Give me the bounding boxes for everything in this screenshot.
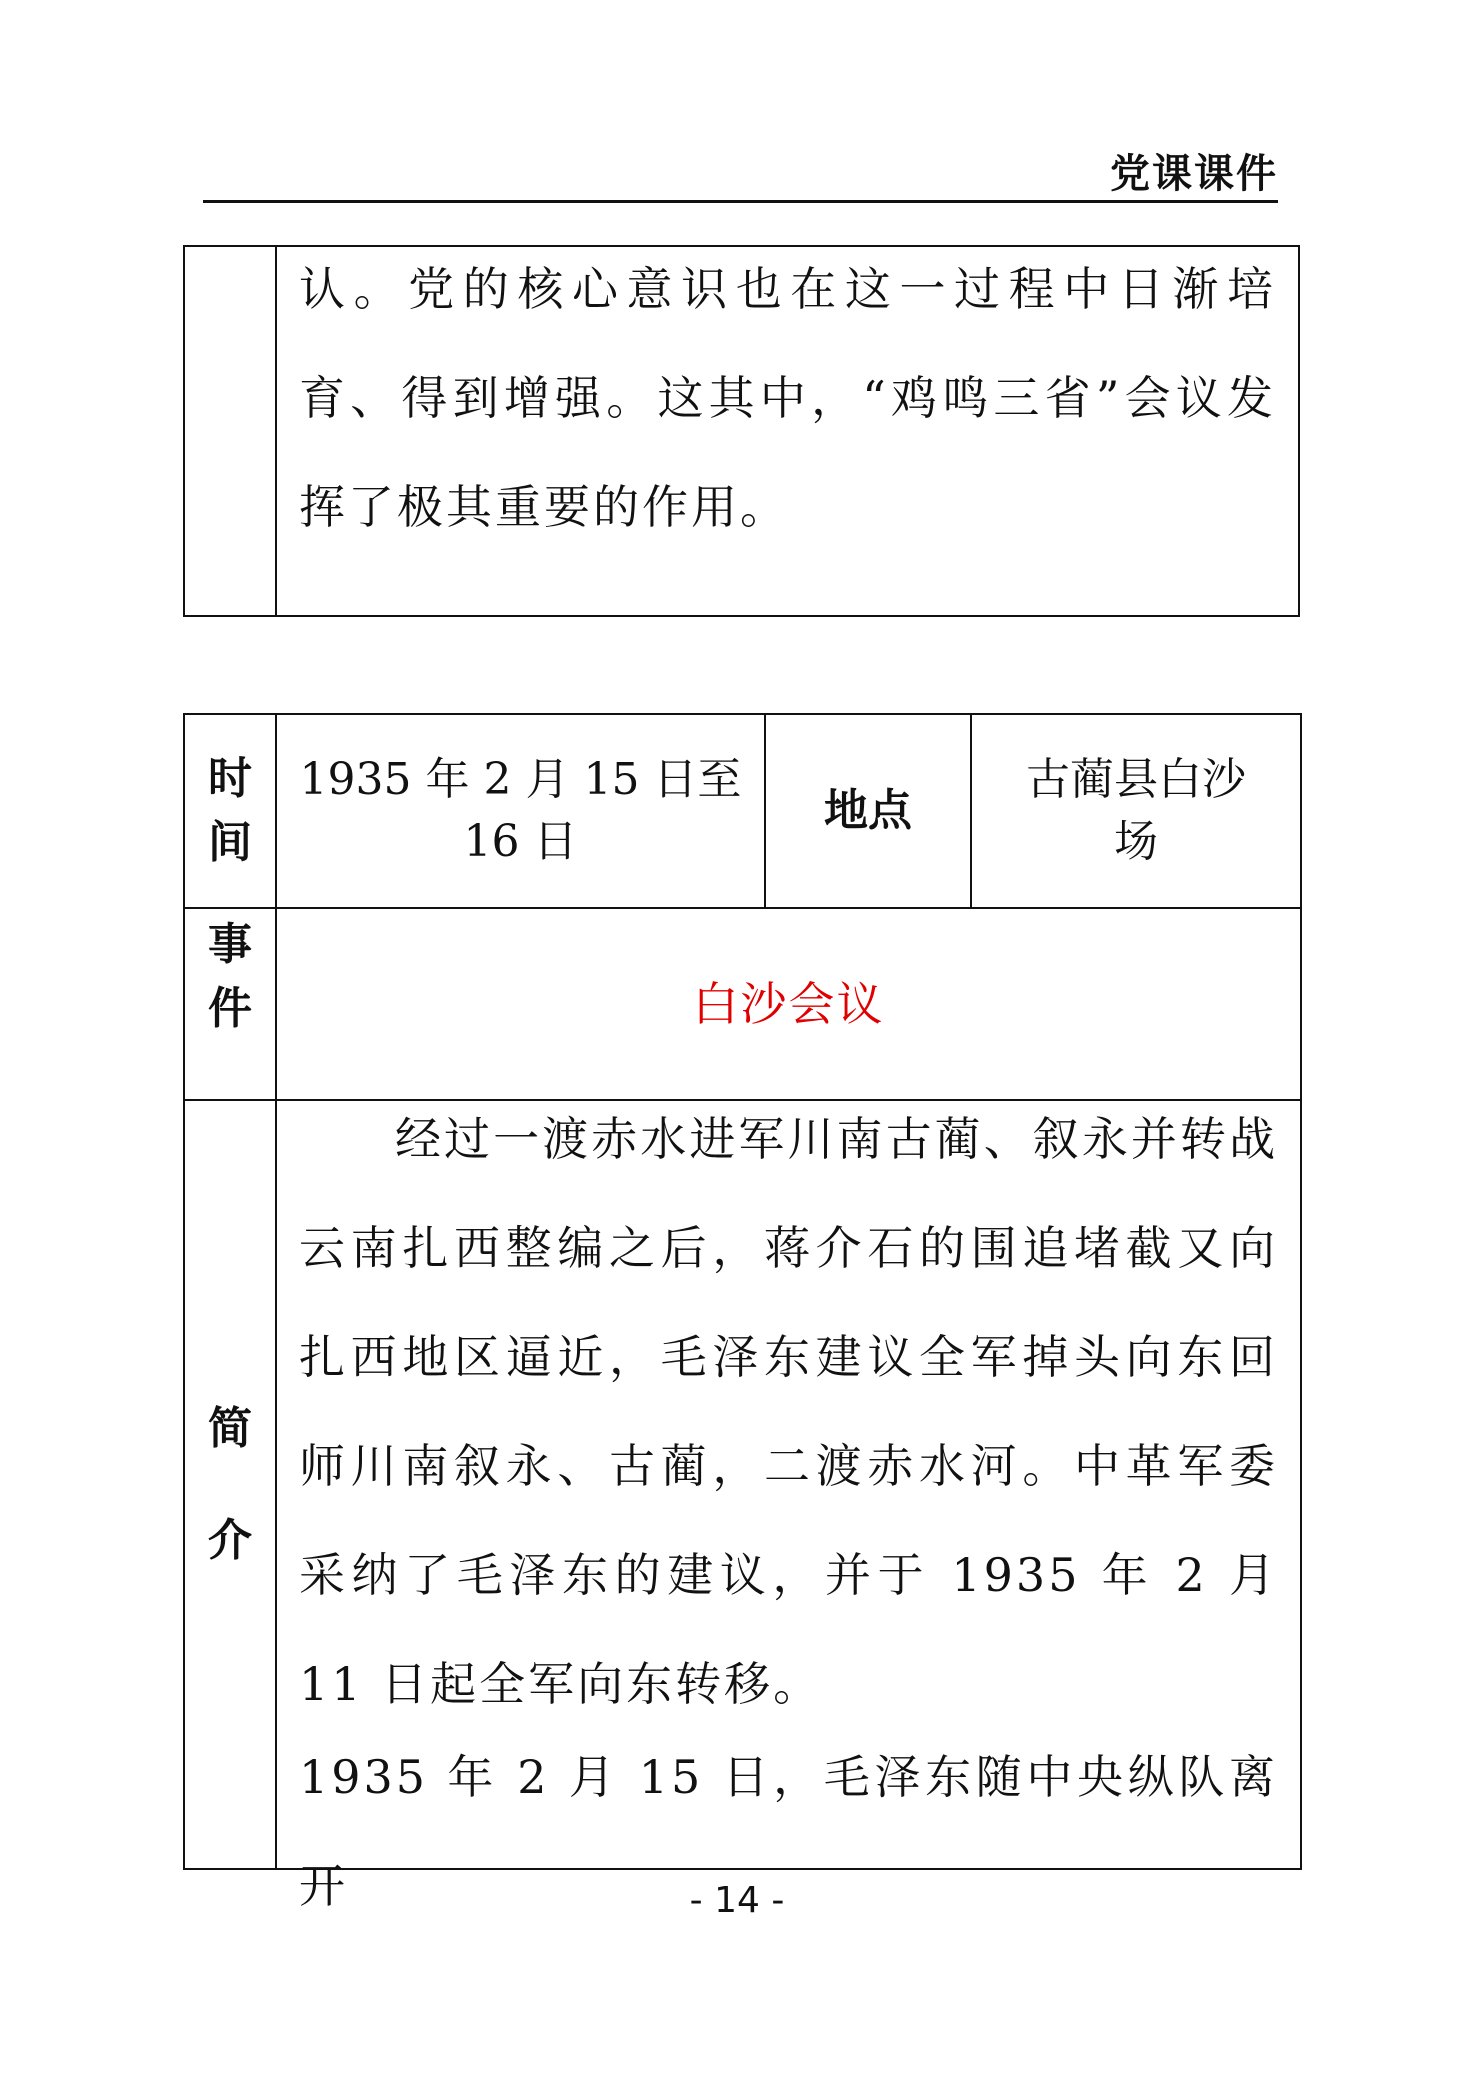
page-number: - 14 -: [689, 1880, 785, 1921]
time-label-char-1: 时: [208, 753, 252, 804]
header-rule: [203, 200, 1278, 203]
time-value: 1935 年 2 月 15 日至 16 日: [299, 754, 742, 867]
continuation-label-cell: [184, 246, 276, 616]
intro-paragraph-2: 1935 年 2 月 15 日，毛泽东随中央纵队离开: [299, 1750, 1278, 1913]
continuation-table: [183, 245, 1300, 617]
event-title: 白沙会议: [692, 977, 885, 1031]
intro-label-char-2: 介: [208, 1514, 252, 1566]
continuation-text: 认。党的核心意识也在这一过程中日渐培育、得到增强。这其中，“鸡鸣三省”会议发挥了极其重要的作用。: [299, 262, 1276, 534]
intro-label-char-1: 简: [208, 1402, 252, 1454]
location-label: 地点: [824, 785, 912, 836]
event-label-cell: [184, 908, 276, 1100]
intro-paragraph-1: 经过一渡赤水进军川南古蔺、叙永并转战云南扎西整编之后，蒋介石的围追堵截又向扎西地区逼近，毛泽东建议全军掉头向东回师川南叙永、古蔺，二渡赤水河。中革军委采纳了毛泽东的建议，并于 1935 年 2 月 11 日起全军向东转移。: [299, 1112, 1278, 1711]
header-title: 党课课件: [1110, 151, 1278, 197]
continuation-text-cell: [276, 246, 1299, 616]
location-value: 古蔺县白沙场: [1026, 754, 1246, 867]
event-label-char-1: 事: [208, 919, 252, 970]
location-value-cell: [971, 714, 1301, 908]
intro-label-cell: [184, 1100, 276, 1869]
time-value-cell: [276, 714, 765, 908]
event-title-cell: [276, 908, 1301, 1100]
time-label-cell: [184, 714, 276, 908]
event-label-char-2: 件: [208, 983, 252, 1034]
location-label-cell: [765, 714, 971, 908]
time-label-char-2: 间: [208, 817, 252, 868]
